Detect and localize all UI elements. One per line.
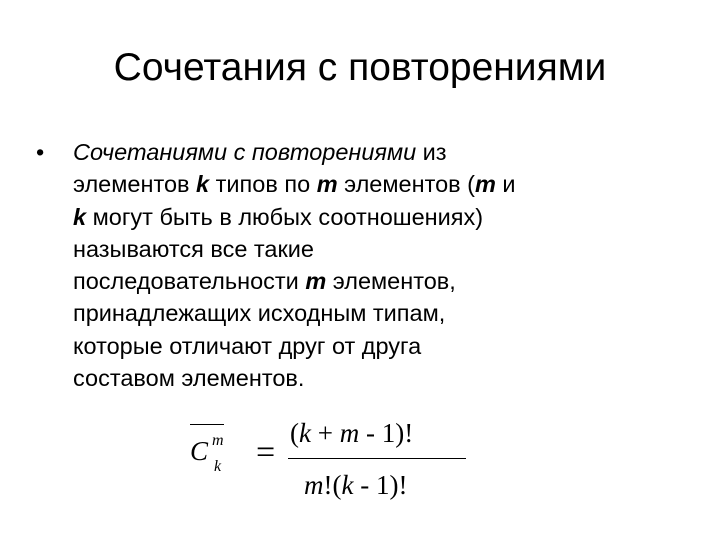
den-minus: -: [353, 470, 376, 500]
plain-text: и: [495, 171, 516, 198]
den-one: 1: [375, 470, 390, 500]
text-line: [73, 168, 676, 200]
text-line: [73, 330, 676, 362]
text-line: [73, 201, 676, 233]
overline: [190, 424, 224, 425]
text-line: [73, 297, 676, 329]
definition-text: [73, 136, 676, 394]
fraction-bar: [288, 458, 466, 459]
plain-text: которые отличают друг от друга: [73, 332, 422, 359]
plain-text: последовательности: [73, 268, 306, 295]
text-line: [73, 265, 676, 297]
formula-equals: =: [256, 434, 276, 471]
variable-text: m: [305, 268, 327, 295]
plain-text: элементов (: [337, 171, 475, 198]
text-line: [73, 233, 676, 265]
den-m: m: [304, 470, 324, 500]
bullet-list: [36, 136, 676, 394]
num-minus: -: [359, 418, 382, 448]
slide-title: Сочетания с повторениями: [113, 46, 607, 89]
variable-text: m: [316, 171, 338, 198]
num-plus: +: [310, 418, 340, 448]
formula-subscript: k: [214, 458, 222, 475]
term-text: Сочетаниями с повторениями: [73, 139, 417, 165]
num-m: m: [339, 418, 360, 448]
bullet-item: [36, 136, 676, 394]
den-k: k: [341, 470, 354, 500]
formula-superscript: m: [212, 432, 224, 449]
combination-formula: [180, 418, 480, 508]
plain-text: составом элементов.: [73, 365, 305, 392]
formula-numerator: [290, 418, 413, 449]
num-one: 1: [381, 418, 396, 448]
plain-text: могут быть в любых соотношениях): [86, 203, 484, 230]
num-k: k: [299, 418, 311, 448]
plain-text: элементов,: [326, 268, 456, 295]
variable-text: k: [196, 171, 210, 198]
variable-text: k: [73, 203, 87, 230]
bullet-marker: •: [36, 139, 45, 165]
num-open-paren: (: [290, 418, 299, 448]
plain-text: из: [416, 139, 447, 165]
variable-text: m: [475, 171, 496, 198]
den-close: )!: [389, 470, 408, 500]
den-fact-open: !(: [323, 470, 342, 500]
plain-text: называются все такие: [73, 235, 314, 262]
formula-symbol-c: C: [190, 436, 209, 466]
plain-text: типов по: [209, 171, 317, 198]
plain-text: элементов: [73, 171, 197, 198]
text-line: [73, 362, 676, 394]
num-close: )!: [395, 418, 414, 448]
formula-denominator: [304, 470, 407, 501]
text-line: [73, 136, 676, 168]
plain-text: принадлежащих исходным типам,: [73, 300, 446, 327]
